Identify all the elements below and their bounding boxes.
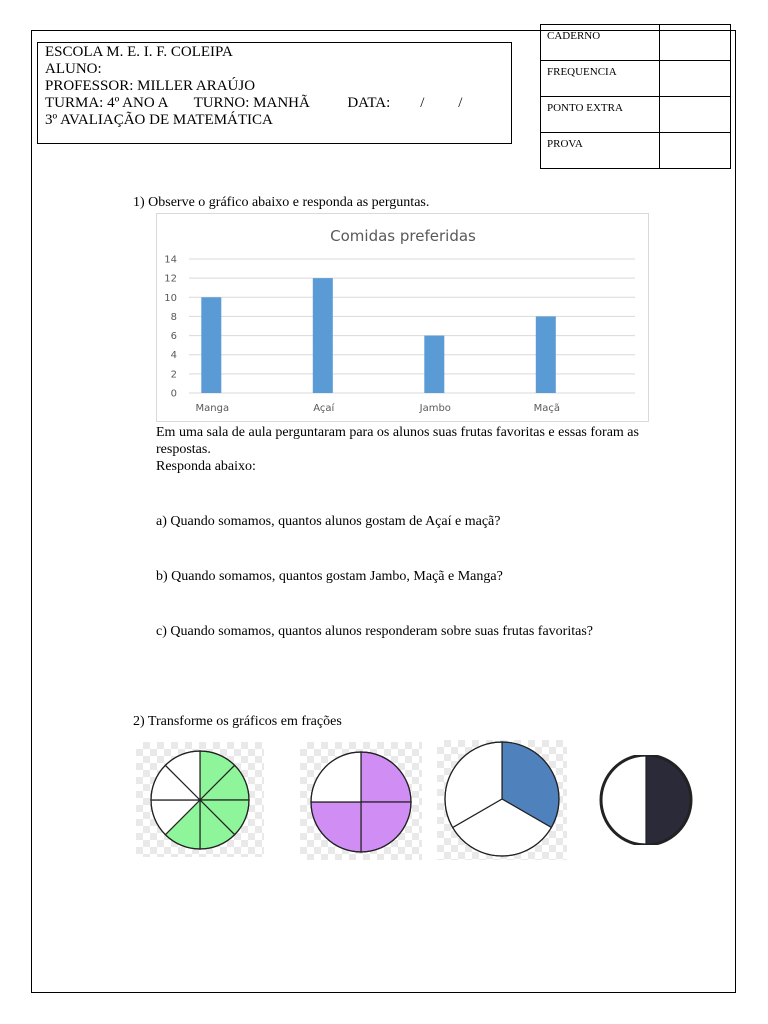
x-tick-label: Manga	[195, 403, 230, 414]
grade-label-frequencia: FREQUENCIA	[541, 61, 660, 97]
class-line: TURMA: 4º ANO A TURNO: MANHÃ DATA: / /	[45, 95, 463, 111]
bar	[201, 297, 221, 393]
exam-title: 3º AVALIAÇÃO DE MATEMÁTICA	[45, 112, 273, 128]
y-tick-label: 10	[164, 292, 177, 304]
y-tick-label: 2	[170, 369, 177, 381]
question-1c: c) Quando somamos, quantos alunos responderam sobre suas frutas favoritas?	[156, 624, 594, 639]
question-2-prompt: 2) Transforme os gráficos em frações	[133, 714, 342, 729]
grade-label-caderno: CADERNO	[541, 25, 660, 61]
bar	[313, 278, 333, 393]
grade-cell	[660, 133, 731, 169]
pie-quarters-svg	[300, 742, 422, 860]
student-field: ALUNO:	[45, 61, 102, 77]
school-name: ESCOLA M. E. I. F. COLEIPA	[45, 44, 233, 60]
grade-cell	[660, 61, 731, 97]
pie-slice-shaded	[361, 802, 411, 852]
y-tick-label: 14	[164, 254, 177, 266]
grade-table	[540, 24, 731, 169]
bar	[536, 316, 556, 393]
x-tick-label: Açaí	[313, 403, 335, 414]
pie-thirds-svg	[437, 740, 567, 860]
pie-slice-blank	[311, 752, 361, 802]
pie-slice-blank	[601, 755, 646, 845]
answer-prompt: Responda abaixo:	[156, 459, 256, 474]
pie-eighths	[136, 742, 264, 857]
bar-chart-svg	[157, 214, 650, 423]
header-box	[37, 42, 512, 144]
context-text: Em uma sala de aula perguntaram para os alunos suas frutas favoritas e essas foram as respostas.	[156, 425, 639, 457]
y-tick-label: 4	[170, 350, 177, 362]
question-1-prompt: 1) Observe o gráfico abaixo e responda as perguntas.	[133, 195, 430, 210]
teacher-name: PROFESSOR: MILLER ARAÚJO	[45, 78, 256, 94]
y-tick-label: 12	[164, 273, 177, 285]
pie-slice-shaded	[361, 752, 411, 802]
y-tick-label: 0	[170, 388, 177, 400]
grade-label-ponto-extra: PONTO EXTRA	[541, 97, 660, 133]
grade-cell	[660, 97, 731, 133]
pie-slice-shaded	[311, 802, 361, 852]
chart-title: Comidas preferidas	[330, 227, 476, 245]
pie-thirds	[437, 740, 567, 860]
pie-quarters	[300, 742, 422, 860]
pie-halves	[598, 755, 698, 845]
x-tick-label: Jambo	[419, 403, 451, 414]
question-1b: b) Quando somamos, quantos gostam Jambo, Maçã e Manga?	[156, 569, 503, 584]
grade-cell	[660, 25, 731, 61]
question-1a: a) Quando somamos, quantos alunos gostam de Açaí e maçã?	[156, 514, 501, 529]
y-tick-label: 8	[170, 311, 177, 323]
y-tick-label: 6	[170, 331, 177, 343]
pie-eighths-svg	[136, 742, 264, 857]
pie-halves-svg	[598, 755, 698, 845]
x-tick-label: Maçã	[533, 403, 560, 414]
pie-slice-shaded	[646, 755, 691, 845]
question-1-paragraph	[156, 424, 656, 475]
bar-chart	[156, 213, 649, 422]
bar	[424, 336, 444, 393]
grade-label-prova: PROVA	[541, 133, 660, 169]
